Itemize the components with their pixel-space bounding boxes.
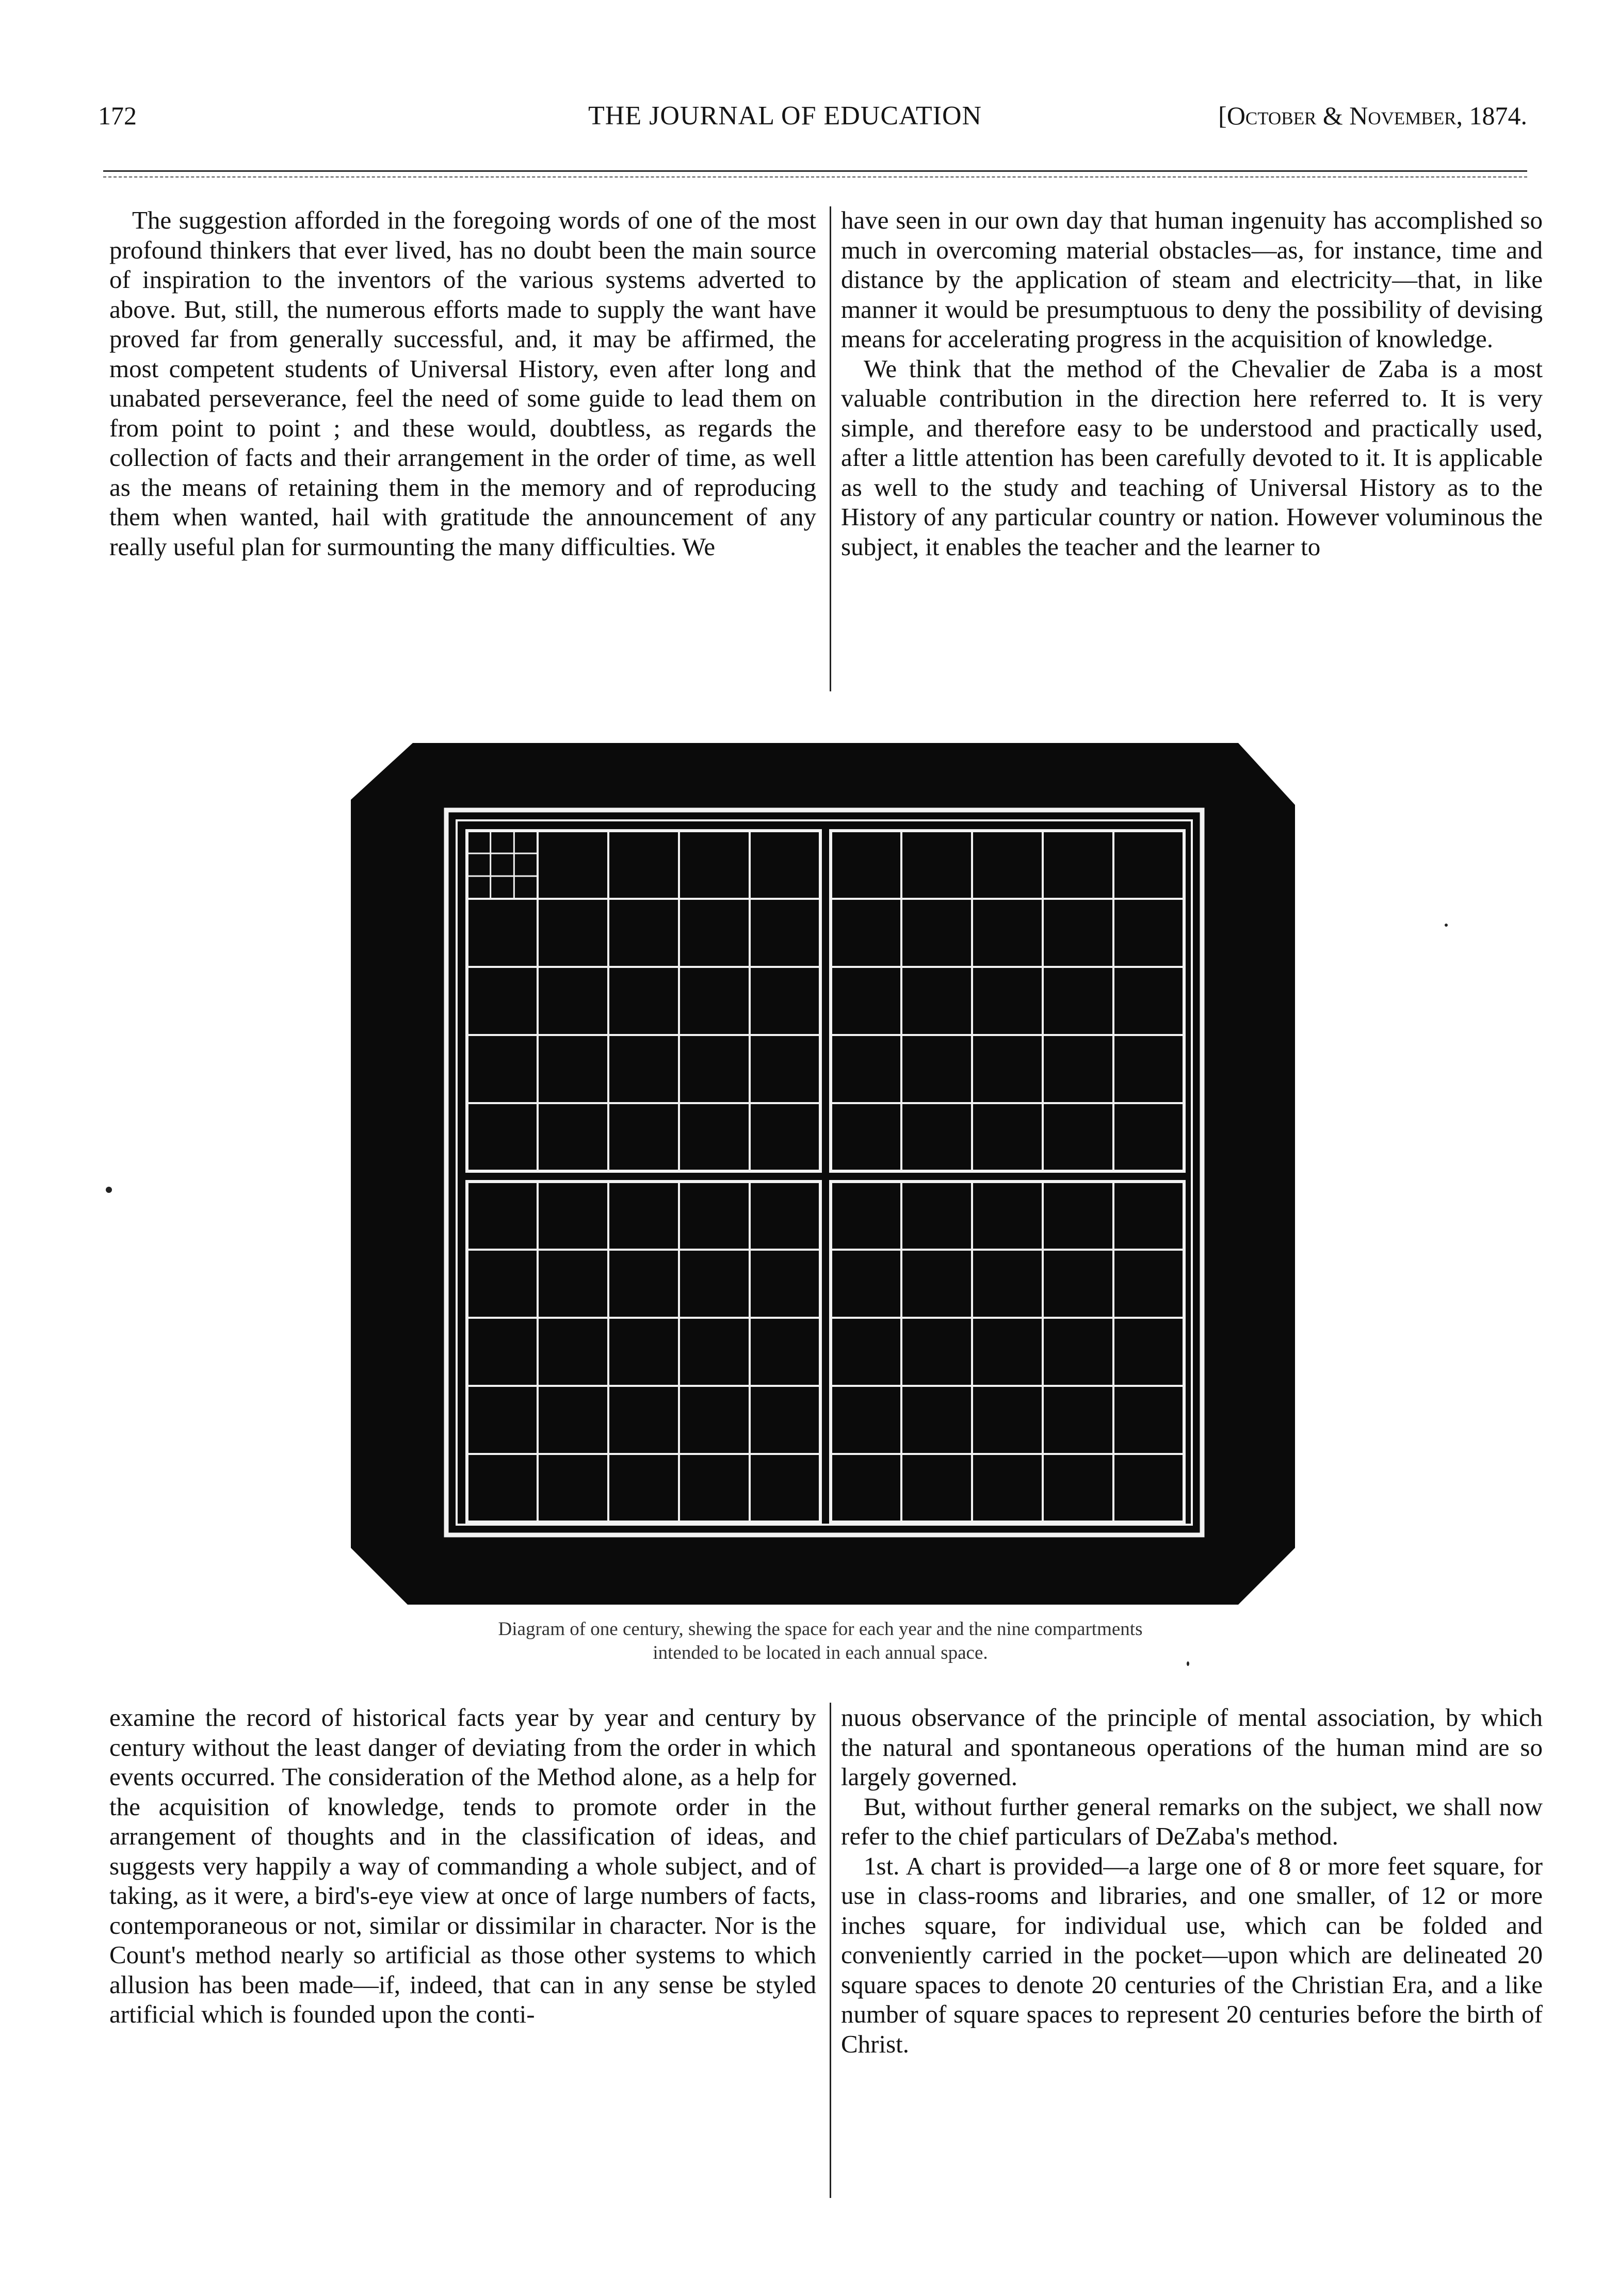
header-rule	[103, 170, 1527, 172]
century-diagram-svg	[351, 743, 1295, 1605]
paragraph: nuous observance of the principle of mental association, by which the natural and spontaneous operations of the human mind are so largely governed.	[841, 1703, 1543, 1791]
page-header	[98, 101, 1527, 142]
column-divider-bottom	[830, 1703, 831, 2198]
paragraph: have seen in our own day that human ingenuity has accomplished so much in overcoming material obstacles—as, for instance, time and distance by the application of steam and electricity—that, in like manner it would be presumptuous to deny the possibility of devising means for accelerating progress in the acquisition of knowledge.	[841, 206, 1543, 353]
print-speck	[1445, 924, 1448, 927]
paragraph: examine the record of historical facts year by year and century by century without the least danger of deviating from the order in which events occurred. The consideration of the Method alone, as a help for the acquisition of knowledge, tends to promote order in the arrangement of thoughts and in the classification of ideas, and suggests very happily a way of commanding a whole subject, and of taking, as it were, a bird's-eye view at once of large numbers of facts, contemporaneous or not, similar or dissimilar in character. Nor is the Count's method nearly so artificial as those other systems to which allusion has been made—if, indeed, that can in any sense be styled artificial which is founded upon the conti-	[109, 1703, 816, 2028]
paragraph: But, without further general remarks on the subject, we shall now refer to the chief particulars of DeZaba's method.	[841, 1792, 1543, 1850]
page-number: 172	[98, 101, 137, 130]
caption-line: intended to be located in each annual space.	[653, 1642, 988, 1663]
diagram-black-plate	[351, 743, 1295, 1605]
header-rule-dashed	[103, 176, 1527, 177]
figure-caption	[361, 1618, 1280, 1665]
print-speck	[106, 1187, 112, 1193]
issue-date: [October & November, 1874.	[1218, 101, 1527, 130]
paragraph: The suggestion afforded in the foregoing words of one of the most profound thinkers that ever lived, has no doubt been the main source of inspiration to the inventors of the various systems adverted to above. But, still, the numerous efforts made to supply the want have proved far from generally successful, and, it may be affirmed, the most competent students of Universal History, even after long and unabated perseverance, feel the need of some guide to lead them on from point to point ; and these would, doubtless, as regards the collection of facts and their arrangement in the order of time, as well as the means of retaining them in the memory and of reproducing them when wanted, hail with gratitude the announcement of any really useful plan for surmounting the many difficulties. We	[109, 206, 816, 561]
paragraph: We think that the method of the Chevalier de Zaba is a most valuable contribution in the direction here referred to. It is very simple, and therefore easy to be understood and practically used, after a little attention has been carefully devoted to it. It is applicable as well to the study and teaching of Universal History as to the History of any particular country or nation. However voluminous the subject, it enables the teacher and the learner to	[841, 354, 1543, 561]
column-divider-top	[830, 206, 831, 691]
paragraph: 1st. A chart is provided—a large one of 8 or more feet square, for use in class-rooms and libraries, and one smaller, of 12 or more inches square, for individual use, which can be folded and conveniently carried in the pocket—upon which are delineated 20 square spaces to denote 20 centuries of the Christian Era, and a like number of square spaces to represent 20 centuries before the birth of Christ.	[841, 1851, 1543, 2058]
bottom-right-column	[841, 1703, 1543, 2059]
bottom-left-column	[109, 1703, 816, 2029]
caption-line: Diagram of one century, shewing the space for each year and the nine compartments	[498, 1619, 1143, 1640]
top-right-column	[841, 205, 1543, 561]
print-speck	[1187, 1661, 1189, 1666]
journal-title: THE JOURNAL OF EDUCATION	[588, 101, 982, 131]
top-left-column	[109, 205, 816, 561]
century-diagram	[351, 743, 1295, 1605]
